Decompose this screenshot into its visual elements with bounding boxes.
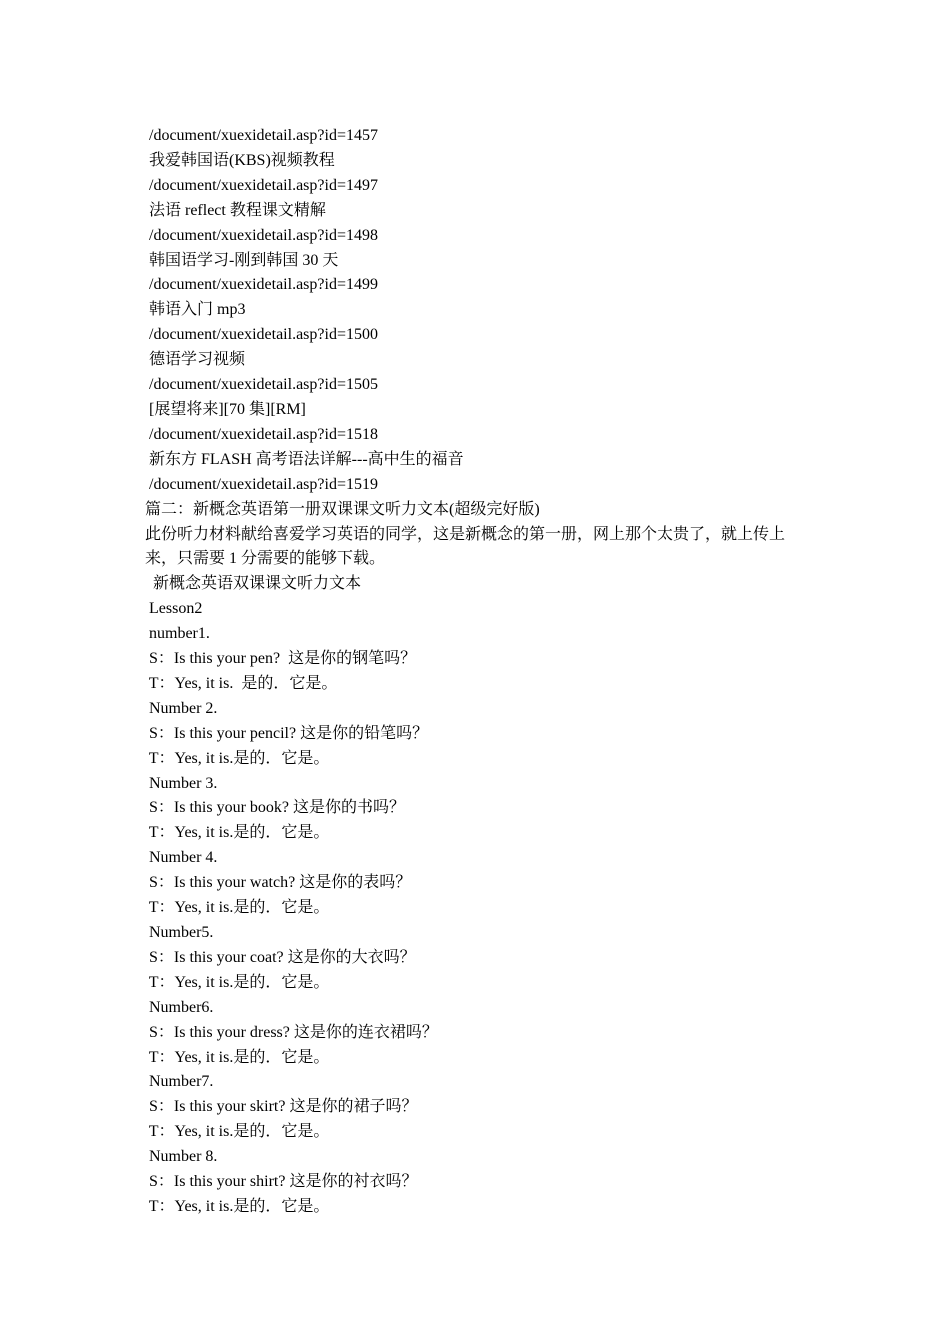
document-body (145, 124, 810, 1220)
transcript-line: T：Yes, it is. 是的．它是。 (145, 674, 338, 692)
transcript-line: S：Is this your dress? 这是你的连衣裙吗？ (145, 1023, 438, 1041)
transcript-line: S：Is this your pen? 这是你的钢笔吗？ (145, 650, 417, 668)
lesson-transcript (145, 572, 810, 1220)
text-line: 韩语入门 mp3 (145, 301, 246, 319)
transcript-line: Number 4. (145, 849, 218, 867)
transcript-line: S：Is this your watch? 这是你的表吗？ (145, 874, 412, 892)
text-line: /document/xuexidetail.asp?id=1505 (145, 376, 378, 394)
text-line: 法语 reflect 教程课文精解 (145, 201, 326, 219)
transcript-line: number1. (145, 625, 210, 643)
transcript-line: Number 3. (145, 774, 218, 792)
text-line: /document/xuexidetail.asp?id=1519 (145, 475, 378, 493)
transcript-line: S：Is this your coat? 这是你的大衣吗？ (145, 948, 416, 966)
text-line: 篇二：新概念英语第一册双课课文听力文本(超级完好版) (145, 500, 540, 518)
transcript-line: S：Is this your shirt? 这是你的衬衣吗？ (145, 1173, 418, 1191)
text-line: /document/xuexidetail.asp?id=1499 (145, 276, 378, 294)
text-line: 新东方 FLASH 高考语法详解---高中生的福音 (145, 450, 464, 468)
transcript-line: S：Is this your skirt? 这是你的裙子吗？ (145, 1098, 418, 1116)
transcript-line: Number 8. (145, 1148, 218, 1166)
transcript-line: T：Yes, it is.是的．它是。 (145, 824, 330, 842)
text-line: 韩国语学习-刚到韩国 30 天 (145, 251, 339, 269)
transcript-line: S：Is this your book? 这是你的书吗？ (145, 799, 406, 817)
transcript-line: T：Yes, it is.是的．它是。 (145, 1197, 330, 1215)
transcript-line: T：Yes, it is.是的．它是。 (145, 899, 330, 917)
transcript-line: T：Yes, it is.是的．它是。 (145, 749, 330, 767)
transcript-line: Number7. (145, 1073, 214, 1091)
text-line: /document/xuexidetail.asp?id=1500 (145, 326, 378, 344)
text-line: 我爱韩国语(KBS)视频教程 (145, 151, 335, 169)
intro-paragraph: 此份听力材料献给喜爱学习英语的同学，这是新概念的第一册，网上那个太贵了，就上传上来，只需要 1 分需要的能够下载。 (145, 525, 786, 568)
transcript-line: Number 2. (145, 699, 218, 717)
transcript-line: S：Is this your pencil? 这是你的铅笔吗？ (145, 724, 429, 742)
text-line: [展望将来][70 集][RM] (145, 400, 306, 418)
transcript-line: T：Yes, it is.是的．它是。 (145, 1123, 330, 1141)
transcript-line: T：Yes, it is.是的．它是。 (145, 973, 330, 991)
text-line: /document/xuexidetail.asp?id=1518 (145, 425, 378, 443)
transcript-line: Lesson2 (145, 600, 203, 618)
text-line: /document/xuexidetail.asp?id=1497 (145, 176, 378, 194)
link-list (145, 124, 810, 523)
transcript-line: 新概念英语双课课文听力文本 (145, 575, 362, 593)
text-line: 德语学习视频 (145, 351, 246, 369)
transcript-line: Number6. (145, 998, 214, 1016)
transcript-line: Number5. (145, 924, 214, 941)
text-line: /document/xuexidetail.asp?id=1457 (145, 127, 378, 144)
transcript-line: T：Yes, it is.是的．它是。 (145, 1048, 330, 1066)
text-line: /document/xuexidetail.asp?id=1498 (145, 226, 378, 244)
